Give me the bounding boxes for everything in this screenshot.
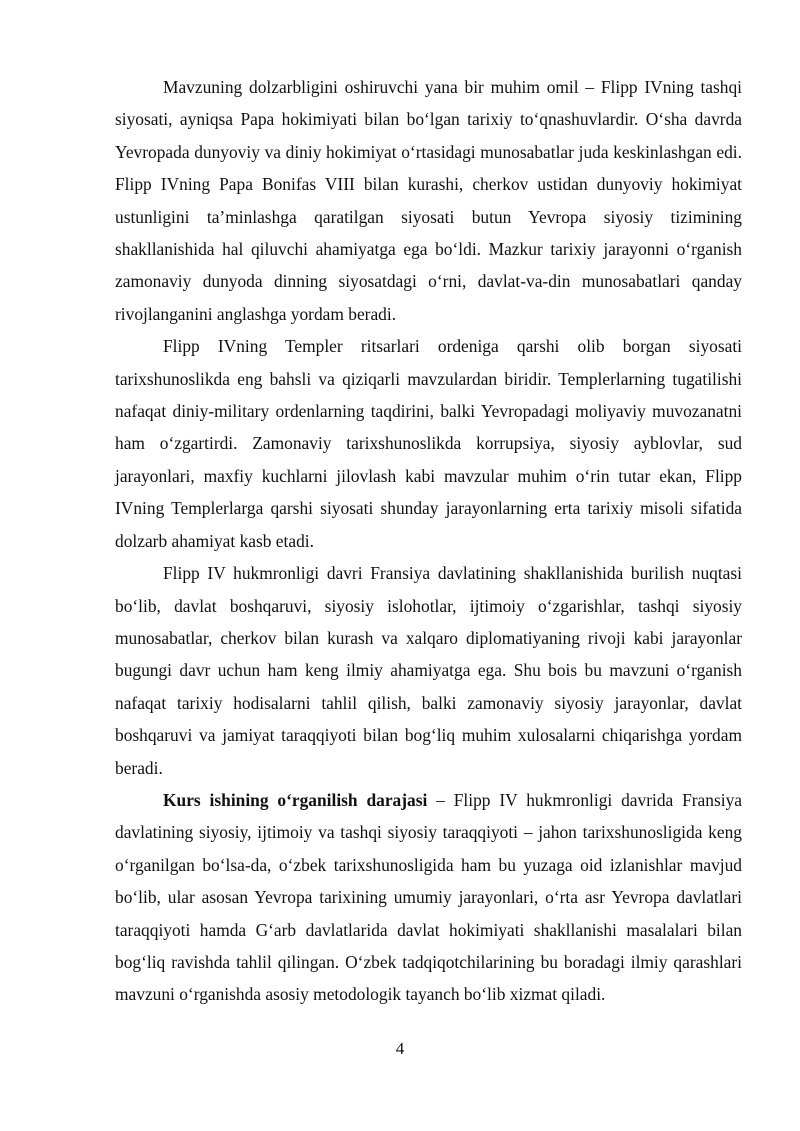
paragraph-2 xyxy=(115,330,742,557)
page-number: 4 xyxy=(395,1039,405,1058)
section-heading-inline: Kurs ishining o‘rganilish darajasi xyxy=(163,789,428,810)
paragraph-4 xyxy=(115,784,742,1011)
paragraph-1 xyxy=(115,71,742,330)
paragraph-3 xyxy=(115,557,742,784)
paragraph-1-text: Mavzuning dolzarbligini oshiruvchi yana bir muhim omil – Flipp IVning tashqi siyosati, ayniqsa Papa hokimiyati bilan bo‘lgan tarixiy to‘qnashuvlardir. O‘sha davrda Yevropada dunyoviy va diniy hokimiyat o‘rtasidagi munosabatlar juda keskinlashgan edi. Flipp IVning Papa Bonifas VIII bilan kurashi, cherkov ustidan dunyoviy hokimiyat ustunligini ta’minlashga qaratilgan siyosati butun Yevropa siyosiy tizimining shakllanishida hal qiluvchi ahamiyatga ega bo‘ldi. Mazkur tarixiy jarayonni o‘rganish zamonaviy dunyoda dinning siyosatdagi o‘rni, davlat-va-din munosabatlari qanday rivojlanganini anglashga yordam beradi. xyxy=(115,77,742,324)
paragraph-4-text: – Flipp IV hukmronligi davrida Fransiya davlatining siyosiy, ijtimoiy va tashqi siyosiy taraqqiyoti – jahon tarixshunosligida keng o‘rganilgan bo‘lsa-da, o‘zbek tarixshunosligida ham bu yuzaga oid izlanishlar mavjud bo‘lib, ular asosan Yevropa tarixining umumiy jarayonlari, o‘rta asr Yevropa davlatlari taraqqiyoti hamda G‘arb davlatlarida davlat hokimiyati shakllanishi masalalari bilan bog‘liq ravishda tahlil qilingan. O‘zbek tadqiqotchilarining bu boradagi ilmiy qarashlari mavzuni o‘rganishda asosiy metodologik tayanch bo‘lib xizmat qiladi. xyxy=(115,789,742,1005)
paragraph-3-text: Flipp IV hukmronligi davri Fransiya davlatining shakllanishida burilish nuqtasi bo‘lib, davlat boshqaruvi, siyosiy islohotlar, ijtimoiy o‘zgarishlar, tashqi siyosiy munosabatlar, cherkov bilan kurash va xalqaro diplomatiyaning rivoji kabi jarayonlar bugungi davr uchun ham keng ilmiy ahamiyatga ega. Shu bois bu mavzuni o‘rganish nafaqat tarixiy hodisalarni tahlil qilish, balki zamonaviy siyosiy jarayonlar, davlat boshqaruvi va jamiyat taraqqiyoti bilan bog‘liq muhim xulosalarni chiqarishga yordam beradi. xyxy=(115,563,742,778)
document-page xyxy=(115,71,742,1011)
paragraph-2-text: Flipp IVning Templer ritsarlari ordeniga qarshi olib borgan siyosati tarixshunoslikda eng bahsli va qiziqarli mavzulardan biridir. Templerlarning tugatilishi nafaqat diniy-military ordenlarning taqdirini, balki Yevropadagi moliyaviy muvozanatni ham o‘zgartirdi. Zamonaviy tarixshunoslikda korrupsiya, siyosiy ayblovlar, sud jarayonlari, maxfiy kuchlarni jilovlash kabi mavzular muhim o‘rin tutar ekan, Flipp IVning Templerlarga qarshi siyosati shunday jarayonlarning erta tarixiy misoli sifatida dolzarb ahamiyat kasb etadi. xyxy=(115,336,742,551)
